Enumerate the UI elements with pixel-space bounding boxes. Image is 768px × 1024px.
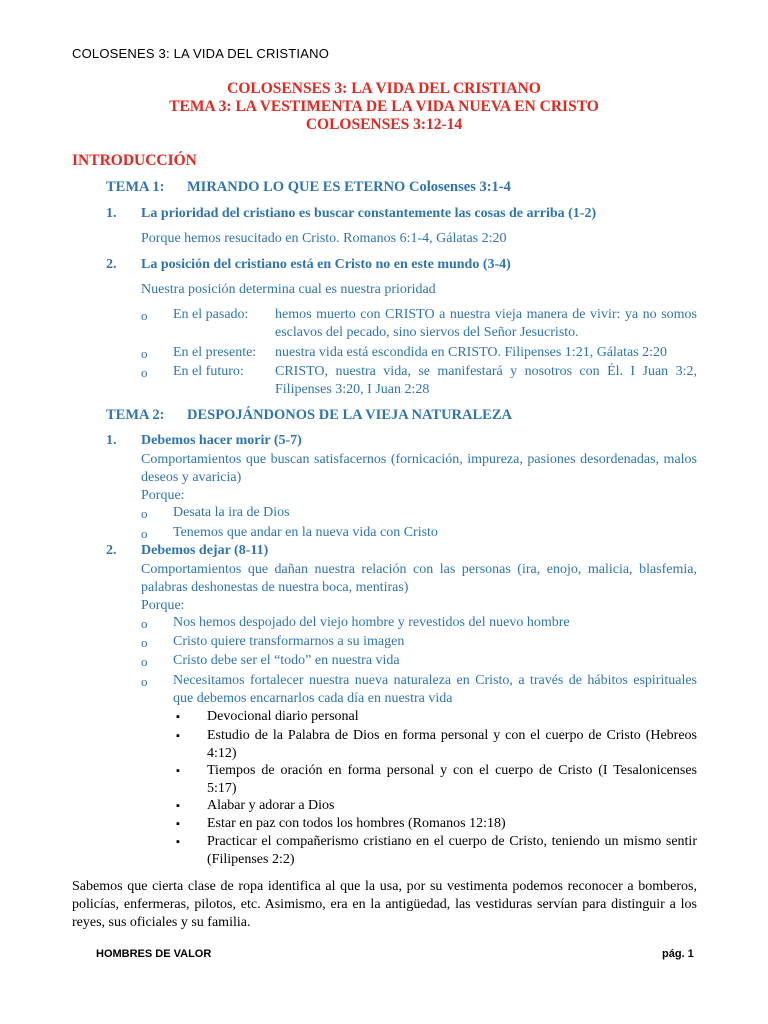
list-item: Cristo quiere transformarnos a su imagen [173, 634, 405, 649]
tema2-item2-text: Comportamientos que dañan nuestra relación con las personas (ira, enojo, malicia, blasfemia, palabras deshonestas de nuestra boca, mentiras) [141, 562, 697, 595]
tema2-item1-num: 1. [106, 433, 117, 448]
intro-heading: INTRODUCCIÓN [72, 152, 197, 169]
list-item: Nos hemos despojado del viejo hombre y revestidos del nuevo hombre [173, 615, 570, 630]
square-bullet-icon: ▪ [176, 765, 180, 777]
square-bullet-icon: ▪ [176, 711, 180, 723]
body-paragraph: Sabemos que cierta clase de ropa identifica al que la usa, por su vestimenta podemos reconocer a bomberos, policías, enfermeras, pilotos, etc. Asimismo, era en la antigüedad, las vestiduras servían para distinguir a los reyes, sus oficiales y su familia. [72, 879, 697, 930]
time-label-present: En el presente: [173, 345, 257, 360]
habit-item: Estudio de la Palabra de Dios en forma personal y con el cuerpo de Cristo (Hebreos 4:12) [207, 728, 697, 761]
time-bullet: o [141, 346, 148, 361]
bullet-o: o [141, 526, 148, 541]
bullet-o: o [141, 616, 148, 631]
tema2-label: TEMA 2: [106, 407, 165, 423]
habit-item: Estar en paz con todos los hombres (Romanos 12:18) [207, 816, 506, 831]
title-line-1: COLOSENSES 3: LA VIDA DEL CRISTIANO [227, 80, 541, 97]
document-title [0, 80, 768, 134]
bullet-o: o [141, 635, 148, 650]
habit-item: Practicar el compañerismo cristiano en el cuerpo de Cristo, teniendo un mismo sentir (Filipenses 2:2) [207, 834, 697, 867]
habit-item: Tiempos de oración en forma personal y con el cuerpo de Cristo (I Tesalonicenses 5:17) [207, 763, 697, 796]
habit-item: Devocional diario personal [207, 709, 359, 724]
time-bullet: o [141, 308, 148, 323]
time-text-past: hemos muerto con CRISTO a nuestra vieja manera de vivir: ya no somos esclavos del pecado, sino siervos del Señor Jesucristo. [275, 307, 697, 340]
tema2-title: DESPOJÁNDONOS DE LA VIEJA NATURALEZA [187, 407, 512, 423]
list-item: Tenemos que andar en la nueva vida con Cristo [173, 525, 438, 540]
list-item: Desata la ira de Dios [173, 505, 290, 520]
time-label-past: En el pasado: [173, 307, 249, 322]
tema2-item1-porque: Porque: [141, 488, 185, 503]
bullet-o: o [141, 674, 148, 689]
tema1-item2-text: Nuestra posición determina cual es nuestra prioridad [141, 282, 436, 297]
tema1-item1-num: 1. [106, 206, 117, 221]
time-label-future: En el futuro: [173, 364, 244, 379]
square-bullet-icon: ▪ [176, 818, 180, 830]
bullet-o: o [141, 654, 148, 669]
footer-left: HOMBRES DE VALOR [96, 948, 212, 960]
title-line-2: TEMA 3: LA VESTIMENTA DE LA VIDA NUEVA EN CRISTO [169, 98, 599, 115]
time-bullet: o [141, 365, 148, 380]
tema1-item1-heading: La prioridad del cristiano es buscar constantemente las cosas de arriba (1-2) [141, 206, 597, 221]
tema2-item1-text: Comportamientos que buscan satisfacernos (fornicación, impureza, pasiones desordenadas, malos deseos y avaricia) [141, 452, 697, 485]
list-item: Cristo debe ser el “todo” en nuestra vida [173, 653, 400, 668]
title-line-3: COLOSENSES 3:12-14 [305, 116, 463, 133]
tema1-ref: Colosenses 3:1-4 [408, 179, 511, 195]
tema1-title: MIRANDO LO QUE ES ETERNO [187, 179, 406, 195]
tema1-item2-num: 2. [106, 257, 117, 272]
habit-item: Alabar y adorar a Dios [207, 798, 335, 813]
tema2-item2-heading: Debemos dejar (8-11) [141, 543, 269, 558]
footer-page-number: pág. 1 [662, 948, 694, 960]
tema1-item2-heading: La posición del cristiano está en Cristo no en este mundo (3-4) [141, 257, 511, 272]
square-bullet-icon: ▪ [176, 730, 180, 742]
tema1-heading [187, 179, 511, 196]
time-text-present: nuestra vida está escondida en CRISTO. Filipenses 1:21, Gálatas 2:20 [275, 345, 668, 360]
tema1-label: TEMA 1: [106, 179, 165, 195]
tema1-item1-text: Porque hemos resucitado en Cristo. Romanos 6:1-4, Gálatas 2:20 [141, 231, 507, 246]
time-text-future: CRISTO, nuestra vida, se manifestará y nosotros con Él. I Juan 3:2, Filipenses 3:20, I Juan 2:28 [275, 364, 697, 397]
list-item: Necesitamos fortalecer nuestra nueva naturaleza en Cristo, a través de hábitos espirituales que debemos encarnarlos cada día en nuestra vida [173, 673, 697, 706]
tema2-item2-num: 2. [106, 543, 117, 558]
bullet-o: o [141, 506, 148, 521]
tema2-item1-heading: Debemos hacer morir (5-7) [141, 433, 302, 448]
square-bullet-icon: ▪ [176, 800, 180, 812]
tema2-item2-porque: Porque: [141, 598, 185, 613]
square-bullet-icon: ▪ [176, 836, 180, 848]
running-header: COLOSENES 3: LA VIDA DEL CRISTIANO [72, 46, 330, 61]
